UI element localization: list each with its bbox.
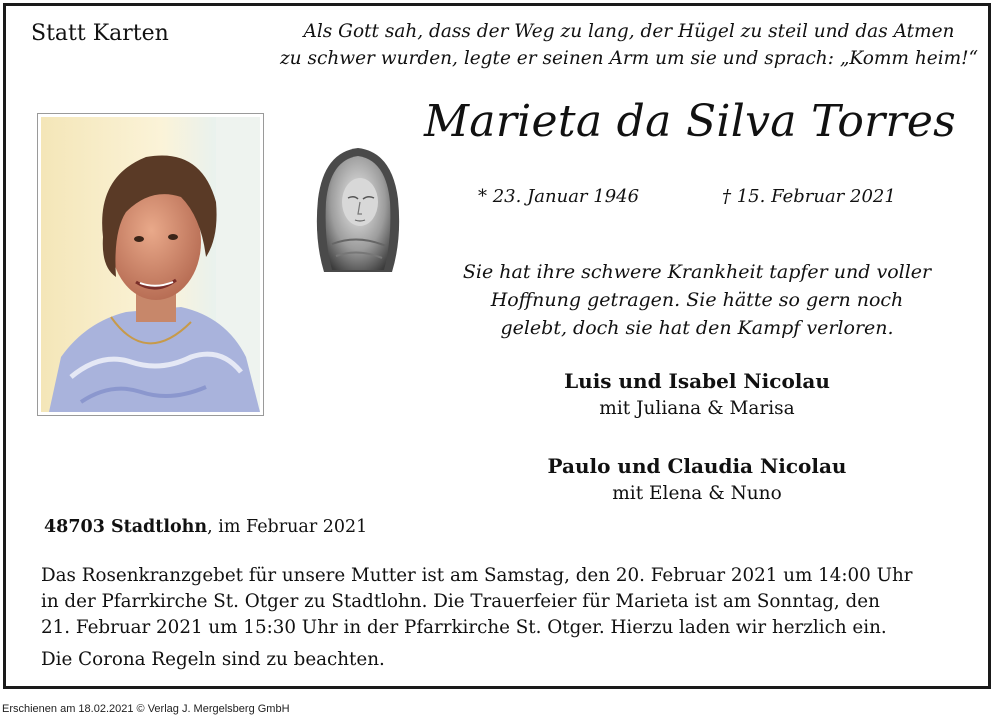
family-children: mit Juliana & Marisa bbox=[599, 398, 795, 419]
deceased-name: Marieta da Silva Torres bbox=[423, 96, 957, 147]
corona-notice: Die Corona Regeln sind zu beachten. bbox=[41, 649, 385, 670]
portrait-image bbox=[41, 117, 260, 412]
family-name: Luis und Isabel Nicolau bbox=[564, 369, 830, 393]
tribute-text bbox=[440, 258, 954, 342]
place-city: 48703 Stadtlohn bbox=[44, 517, 208, 537]
notice-line: 21. Februar 2021 um 15:30 Uhr in der Pfarrkirche St. Otger. Hierzu laden wir herzlich ein. bbox=[41, 617, 887, 638]
tribute-line: gelebt, doch sie hat den Kampf verloren. bbox=[500, 317, 894, 339]
notice-line: in der Pfarrkirche St. Otger zu Stadtlohn. Die Trauerfeier für Marieta ist am Sonntag, den bbox=[41, 591, 880, 612]
notice-line: Das Rosenkranzgebet für unsere Mutter ist am Samstag, den 20. Februar 2021 um 14:00 Uhr bbox=[41, 565, 913, 586]
quote-line: zu schwer wurden, legte er seinen Arm um sie und sprach: „Komm heim!“ bbox=[279, 48, 979, 69]
service-notice bbox=[41, 563, 981, 641]
birth-date: * 23. Januar 1946 bbox=[478, 186, 640, 207]
publication-footer: Erschienen am 18.02.2021 © Verlag J. Mergelsberg GmbH bbox=[2, 703, 290, 715]
opening-quote bbox=[262, 18, 996, 72]
place-month: , im Februar 2021 bbox=[207, 517, 368, 537]
tribute-line: Hoffnung getragen. Sie hätte so gern noch bbox=[490, 289, 904, 311]
madonna-icon bbox=[312, 144, 404, 274]
family-name: Paulo und Claudia Nicolau bbox=[547, 454, 847, 478]
death-date: † 15. Februar 2021 bbox=[722, 186, 896, 207]
tribute-line: Sie hat ihre schwere Krankheit tapfer und voller bbox=[462, 261, 932, 283]
family-children: mit Elena & Nuno bbox=[612, 483, 782, 504]
place-date bbox=[44, 517, 367, 537]
quote-line: Als Gott sah, dass der Weg zu lang, der Hügel zu steil und das Atmen bbox=[303, 21, 955, 42]
madonna-image bbox=[312, 144, 404, 274]
portrait-photo bbox=[37, 113, 264, 416]
statt-karten-label: Statt Karten bbox=[31, 21, 169, 46]
